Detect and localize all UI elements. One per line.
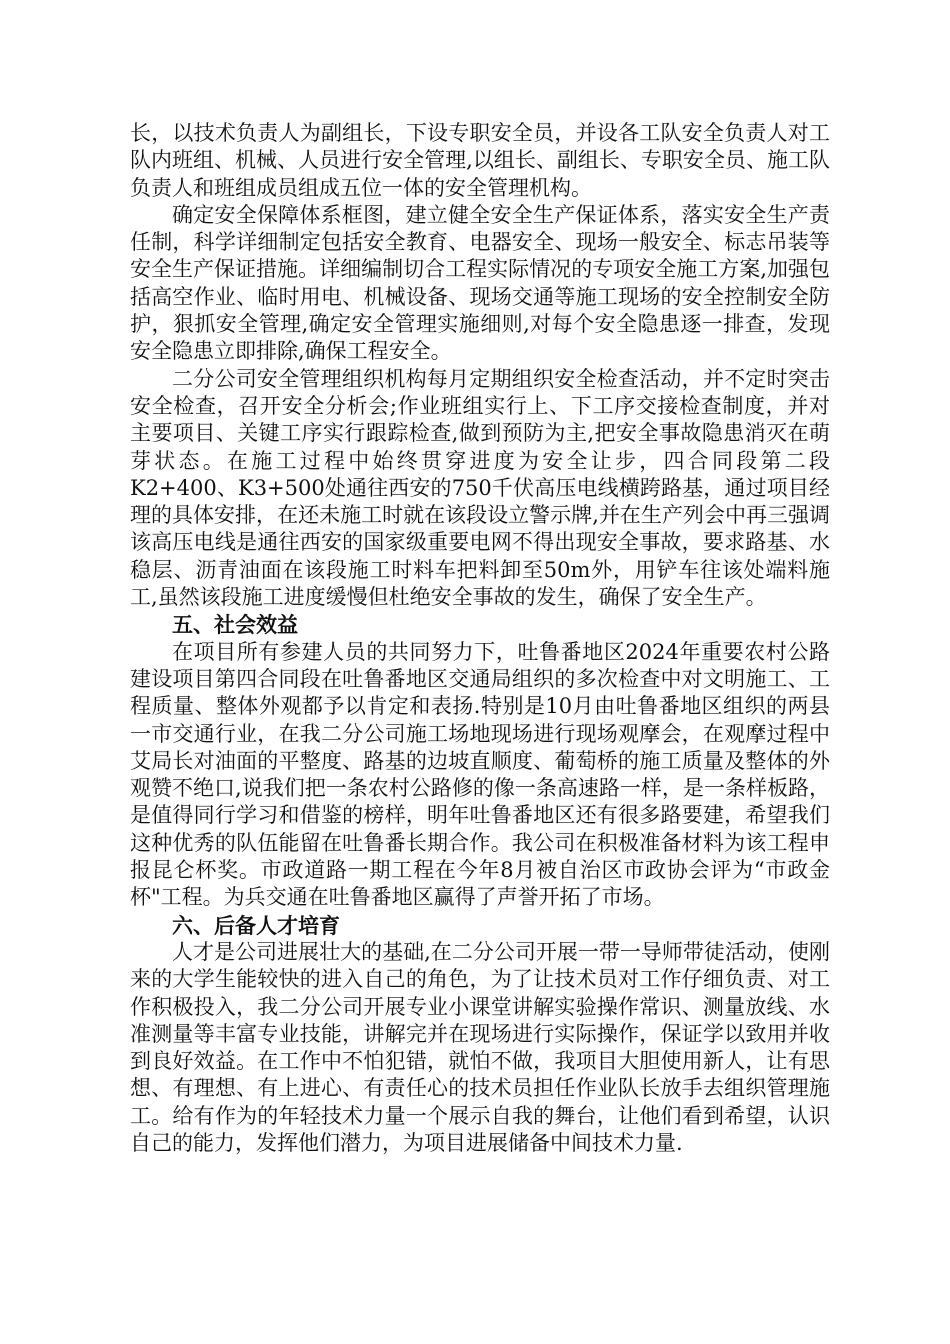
paragraph-talent-development: 人才是公司进展壮大的基础,在二分公司开展一带一导师带徒活动，使刚来的大学生能较快的进入自己的角色，为了让技术员对工作仔细负责、对工作积极投入，我二分公司开展专业小课堂讲解实验操作常识、测量放线、水准测量等丰富专业技能，讲解完并在现场进行实际操作，保证学以致用并收到良好效益。在工作中不怕犯错，就怕不做，我项目大胆使用新人，让有思想、有理想、有上进心、有责任心的技术员担任作业队长放手去组织管理施工。给有作为的年轻技术力量一个展示自我的舞台，让他们看到希望，认识自己的能力，发挥他们潜力，为项目进展储备中间技术力量. (130, 939, 830, 1155)
section-heading-social-benefits: 五、社会效益 (172, 612, 298, 638)
document-page (130, 120, 830, 1157)
paragraph-social-benefits: 在项目所有参建人员的共同努力下，吐鲁番地区2024年重要农村公路建设项目第四合同段在吐鲁番地区交通局组织的多次检查中对文明施工、工程质量、整体外观都予以肯定和表扬.特别是10月由吐鲁番地区组织的两县一市交通行业，在我二分公司施工场地现场进行现场观摩会，在观摩过程中艾局长对油面的平整度、路基的边坡直顺度、葡萄桥的施工质量及整体的外观赞不绝口,说我们把一条农村公路修的像一条高速路一样，是一条样板路，是值得同行学习和借鉴的榜样，明年吐鲁番地区还有很多路要建，希望我们这种优秀的队伍能留在吐鲁番长期合作。我公司在积极准备材料为该工程申报昆仑杯奖。市政道路一期工程在今年8月被自治区市政协会评为“市政金杯"工程。为兵交通在吐鲁番地区赢得了声誉开拓了市场。 (130, 639, 830, 910)
section-heading-talent-development: 六、后备人才培育 (172, 912, 340, 938)
paragraph-continuation: 长，以技术负责人为副组长，下设专职安全员，并设各工队安全负责人对工队内班组、机械、人员进行安全管理,以组长、副组长、专职安全员、施工队负责人和班组成员组成五位一体的安全管理机构。 (130, 121, 830, 200)
paragraph-safety-system: 确定安全保障体系框图，建立健全安全生产保证体系，落实安全生产责任制，科学详细制定包括安全教育、电器安全、现场一般安全、标志吊装等安全生产保证措施。详细编制切合工程实际情况的专项安全施工方案,加强包括高空作业、临时用电、机械设备、现场交通等施工现场的安全控制安全防护，狠抓安全管理,确定安全管理实施细则,对每个安全隐患逐一排查，发现安全隐患立即排除,确保工程安全。 (130, 202, 830, 364)
paragraph-safety-inspection: 二分公司安全管理组织机构每月定期组织安全检查活动，并不定时突击安全检查，召开安全分析会;作业班组实行上、下工序交接检查制度，并对主要项目、关键工序实行跟踪检查,做到预防为主,把安全事故隐患消灭在萌芽状态。在施工过程中始终贯穿进度为安全让步，四合同段第二段K2+400、K3+500处通往西安的750千伏高压电线横跨路基，通过项目经理的具体安排，在还未施工时就在该段设立警示牌,并在生产列会中再三强调该高压电线是通往西安的国家级重要电网不得出现安全事故，要求路基、水稳层、沥青油面在该段施工时料车把料卸至50m外，用铲车往该处端料施工,虽然该段施工进度缓慢但杜绝安全事故的发生，确保了安全生产。 (130, 366, 830, 610)
